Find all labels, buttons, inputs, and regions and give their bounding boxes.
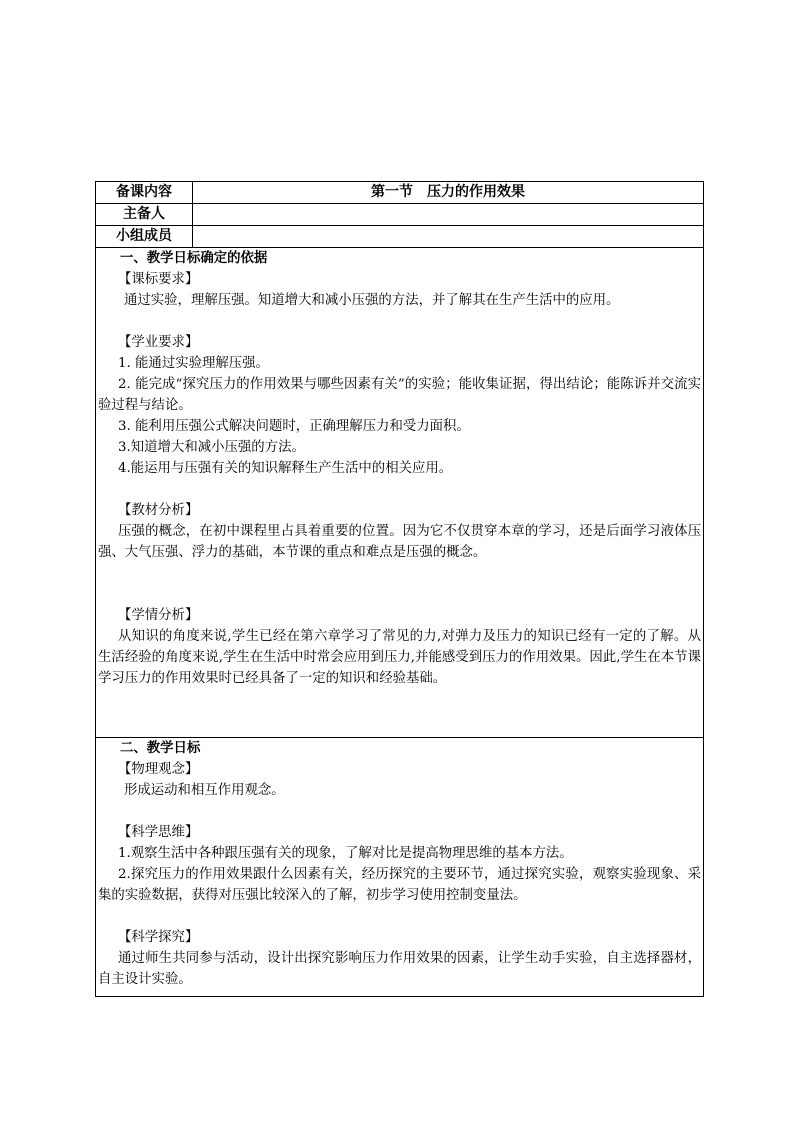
lesson-title: 第一节 压力的作用效果 — [193, 182, 704, 204]
row-preparer — [96, 204, 704, 226]
section-goals — [96, 738, 704, 997]
subheading-textbook: 【教材分析】 — [118, 503, 199, 518]
list-item: 4.能运用与压强有关的知识解释生产生活中的相关应用。 — [118, 461, 453, 476]
row-members — [96, 226, 704, 248]
subheading-inquiry: 【科学探究】 — [118, 930, 199, 945]
physics-text: 形成运动和相互作用观念。 — [124, 783, 285, 798]
list-item: 3. 能利用压强公式解决问题时，正确理解压力和受力面积。 — [118, 419, 470, 434]
inquiry-text: 通过师生共同参与活动，设计出探究影响压力作用效果的因素，让学生动手实验，自主选择器材，自主设计实验。 — [98, 951, 701, 987]
section-basis — [96, 248, 704, 738]
students-text: 从知识的角度来说,学生已经在第六章学习了常见的力,对弹力及压力的知识已经有一定的了解。从生活经验的角度来说,学生在生活中时常会应用到压力,并能感受到压力的作用效果。因此,学生在本节课学习压力的作用效果时已经具备了一定的知识和经验基础。 — [98, 629, 701, 686]
label-content: 备课内容 — [96, 182, 193, 204]
list-item: 3.知道增大和减小压强的方法。 — [118, 440, 305, 455]
subheading-curriculum: 【课标要求】 — [118, 272, 199, 287]
lesson-plan-table — [95, 181, 704, 997]
textbook-text: 压强的概念，在初中课程里占具着重要的位置。因为它不仅贯穿本章的学习，还是后面学习液体压强、大气压强、浮力的基础，本节课的重点和难点是压强的概念。 — [98, 524, 701, 560]
subheading-thinking: 【科学思维】 — [118, 825, 199, 840]
label-members: 小组成员 — [96, 226, 193, 248]
list-item: 1.观察生活中各种跟压强有关的现象，了解对比是提高物理思维的基本方法。 — [118, 846, 573, 861]
label-preparer: 主备人 — [96, 204, 193, 226]
list-item: 2.探究压力的作用效果跟什么因素有关，经历探究的主要环节，通过探究实验，观察实验现象、采集的实验数据，获得对压强比较深入的了解，初步学习使用控制变量法。 — [98, 867, 701, 903]
curriculum-text: 通过实验，理解压强。知道增大和减小压强的方法，并了解其在生产生活中的应用。 — [124, 293, 620, 308]
value-preparer — [193, 204, 704, 226]
section-heading: 一、教学日标确定的依据 — [120, 250, 268, 266]
subheading-academic: 【学业要求】 — [118, 335, 199, 350]
row-section-basis — [96, 248, 704, 738]
row-section-goals — [96, 738, 704, 997]
value-members — [193, 226, 704, 248]
row-content — [96, 182, 704, 204]
subheading-physics: 【物理观念】 — [118, 762, 199, 777]
section-heading: 二、教学日标 — [120, 740, 201, 756]
list-item: 1. 能通过实验理解压强。 — [118, 356, 269, 371]
subheading-students: 【学情分析】 — [118, 608, 199, 623]
list-item: 2. 能完成“探究压力的作用效果与哪些因素有关”的实验；能收集证据，得出结论；能陈诉并交流实验过程与结论。 — [98, 377, 701, 413]
